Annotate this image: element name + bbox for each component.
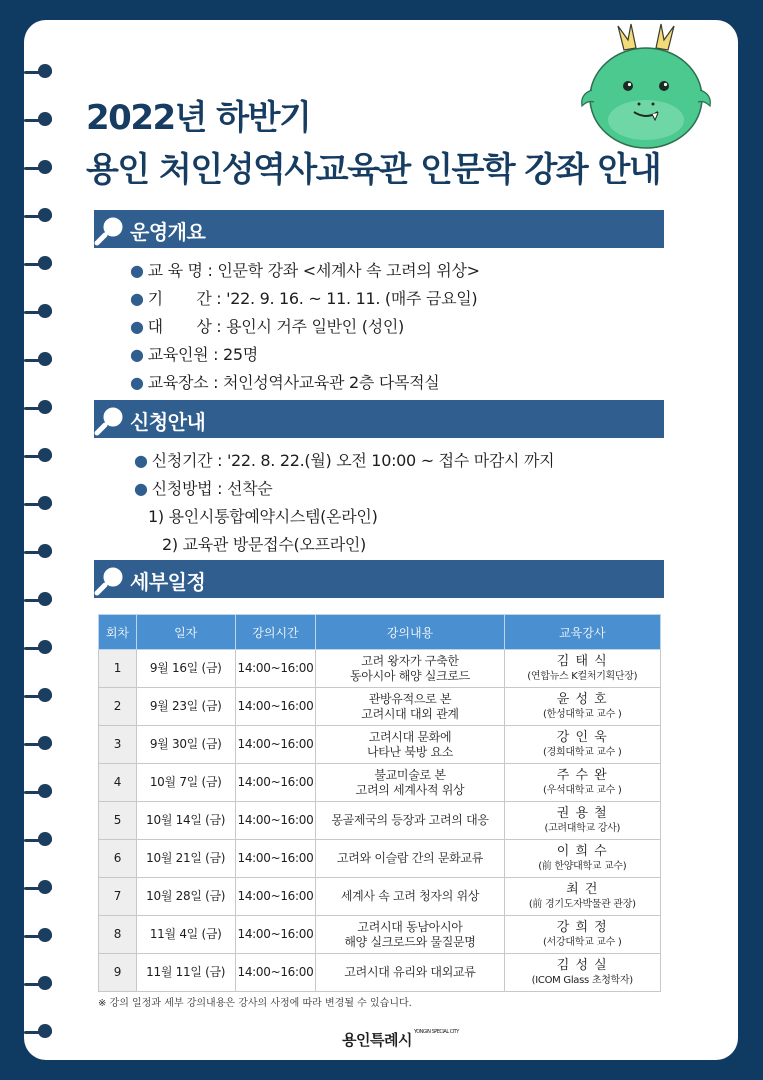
col-header-session: 회차 — [99, 615, 137, 650]
cell-date: 11월 11일 (금) — [136, 954, 235, 992]
cell-topic: 몽골제국의 등장과 고려의 대응 — [316, 802, 504, 840]
spiral-ring — [24, 352, 52, 368]
dragon-mascot-icon — [576, 20, 716, 160]
cell-session: 3 — [99, 726, 137, 764]
cell-lecturer: 주 수 완 (우석대학교 교수 ) — [504, 764, 660, 802]
magnifier-icon — [94, 403, 128, 437]
table-row — [99, 916, 661, 954]
cell-session: 4 — [99, 764, 137, 802]
poster-sheet — [24, 20, 738, 1060]
apply-item-method: ● 신청방법 : 선착순 — [134, 479, 273, 498]
apply-item-period: ● 신청기간 : '22. 8. 22.(월) 오전 10:00 ~ 접수 마감시 까지 — [134, 451, 555, 470]
title-line-1: 2022년 하반기 — [86, 98, 311, 138]
cell-time: 14:00~16:00 — [235, 878, 316, 916]
spiral-ring — [24, 688, 52, 704]
section-overview-header — [94, 210, 664, 248]
col-header-time: 강의시간 — [235, 615, 316, 650]
cell-lecturer: 김 태 식 (연합뉴스 K컬처기획단장) — [504, 650, 660, 688]
magnifier-icon — [94, 563, 128, 597]
section-schedule-header — [94, 560, 664, 598]
table-row — [99, 650, 661, 688]
spiral-ring — [24, 304, 52, 320]
spiral-ring — [24, 400, 52, 416]
spiral-ring — [24, 544, 52, 560]
spiral-ring — [24, 736, 52, 752]
cell-time: 14:00~16:00 — [235, 764, 316, 802]
cell-lecturer: 권 용 철 (고려대학교 강사) — [504, 802, 660, 840]
cell-topic: 세계사 속 고려 청자의 위상 — [316, 878, 504, 916]
section-apply-header — [94, 400, 664, 438]
cell-date: 10월 7일 (금) — [136, 764, 235, 802]
apply-method-online: 1) 용인시통합예약시스템(온라인) — [148, 507, 378, 526]
table-row — [99, 688, 661, 726]
spiral-ring — [24, 976, 52, 992]
overview-item-period: ● 기 간 : '22. 9. 16. ~ 11. 11. (매주 금요일) — [130, 289, 478, 308]
cell-date: 10월 14일 (금) — [136, 802, 235, 840]
overview-item-location: ● 교육장소 : 처인성역사교육관 2층 다목적실 — [130, 373, 440, 392]
schedule-header-row — [99, 615, 661, 650]
table-row — [99, 726, 661, 764]
cell-lecturer: 강 인 욱 (경희대학교 교수 ) — [504, 726, 660, 764]
spiral-ring — [24, 592, 52, 608]
cell-session: 7 — [99, 878, 137, 916]
spiral-ring — [24, 448, 52, 464]
table-row — [99, 840, 661, 878]
cell-session: 6 — [99, 840, 137, 878]
cell-date: 9월 16일 (금) — [136, 650, 235, 688]
cell-topic: 관방유적으로 본 고려시대 대외 관계 — [316, 688, 504, 726]
cell-time: 14:00~16:00 — [235, 954, 316, 992]
spiral-ring — [24, 880, 52, 896]
spiral-ring — [24, 112, 52, 128]
table-row — [99, 764, 661, 802]
spiral-ring — [24, 928, 52, 944]
cell-time: 14:00~16:00 — [235, 688, 316, 726]
cell-time: 14:00~16:00 — [235, 840, 316, 878]
spiral-ring — [24, 496, 52, 512]
apply-method-offline: 2) 교육관 방문접수(오프라인) — [162, 535, 366, 554]
cell-date: 10월 21일 (금) — [136, 840, 235, 878]
cell-session: 9 — [99, 954, 137, 992]
cell-lecturer: 강 희 정 (서강대학교 교수 ) — [504, 916, 660, 954]
magnifier-icon — [94, 213, 128, 247]
cell-time: 14:00~16:00 — [235, 802, 316, 840]
cell-topic: 고려 왕자가 구축한 동아시아 해양 실크로드 — [316, 650, 504, 688]
cell-date: 11월 4일 (금) — [136, 916, 235, 954]
cell-session: 5 — [99, 802, 137, 840]
cell-topic: 불교미술로 본 고려의 세계사적 위상 — [316, 764, 504, 802]
cell-session: 2 — [99, 688, 137, 726]
spiral-ring — [24, 1024, 52, 1040]
yongin-city-logo: 용인특례시 $^{YONGIN SPECIAL CITY}$ — [342, 1029, 459, 1049]
spiral-ring — [24, 832, 52, 848]
overview-item-course: ● 교 육 명 : 인문학 강좌 <세계사 속 고려의 위상> — [130, 261, 480, 280]
table-row — [99, 954, 661, 992]
cell-lecturer: 이 희 수 (前 한양대학교 교수) — [504, 840, 660, 878]
table-row — [99, 802, 661, 840]
cell-date: 9월 23일 (금) — [136, 688, 235, 726]
cell-time: 14:00~16:00 — [235, 726, 316, 764]
title-line-2: 용인 처인성역사교육관 인문학 강좌 안내 — [86, 150, 661, 190]
overview-item-capacity: ● 교육인원 : 25명 — [130, 345, 258, 364]
schedule-table — [98, 614, 661, 992]
section-apply-title: 신청안내 — [130, 410, 206, 434]
schedule-note: ※ 강의 일정과 세부 강의내용은 강사의 사정에 따라 변경될 수 있습니다. — [98, 998, 412, 1009]
spiral-ring — [24, 64, 52, 80]
cell-time: 14:00~16:00 — [235, 650, 316, 688]
cell-date: 10월 28일 (금) — [136, 878, 235, 916]
cell-session: 1 — [99, 650, 137, 688]
cell-session: 8 — [99, 916, 137, 954]
overview-item-target: ● 대 상 : 용인시 거주 일반인 (성인) — [130, 317, 404, 336]
col-header-lecturer: 교육강사 — [504, 615, 660, 650]
spiral-ring — [24, 160, 52, 176]
col-header-topic: 강의내용 — [316, 615, 504, 650]
cell-lecturer: 최 건 (前 경기도자박물관 관장) — [504, 878, 660, 916]
cell-date: 9월 30일 (금) — [136, 726, 235, 764]
col-header-date: 일자 — [136, 615, 235, 650]
cell-time: 14:00~16:00 — [235, 916, 316, 954]
cell-lecturer: 김 성 실 (ICOM Glass 초청학자) — [504, 954, 660, 992]
cell-lecturer: 윤 성 호 (한성대학교 교수 ) — [504, 688, 660, 726]
cell-topic: 고려시대 문화에 나타난 북방 요소 — [316, 726, 504, 764]
cell-topic: 고려와 이슬람 간의 문화교류 — [316, 840, 504, 878]
section-schedule-title: 세부일정 — [130, 570, 206, 594]
cell-topic: 고려시대 유리와 대외교류 — [316, 954, 504, 992]
spiral-ring — [24, 784, 52, 800]
spiral-ring — [24, 256, 52, 272]
spiral-ring — [24, 640, 52, 656]
section-overview-title: 운영개요 — [130, 220, 206, 244]
cell-topic: 고려시대 동남아시아 해양 실크로드와 물질문명 — [316, 916, 504, 954]
spiral-ring — [24, 208, 52, 224]
table-row — [99, 878, 661, 916]
